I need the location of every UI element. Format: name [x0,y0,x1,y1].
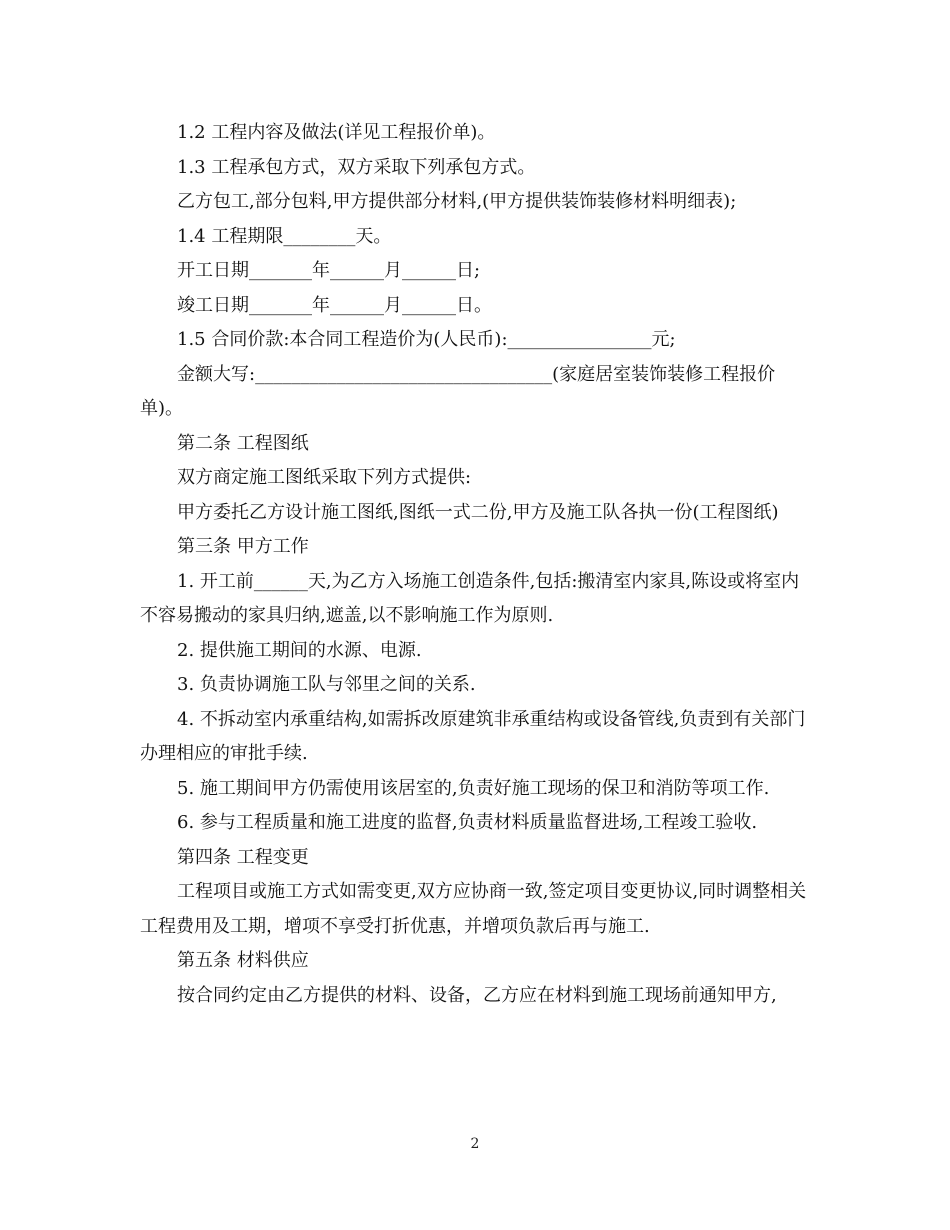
page-number: 2 [470,1136,480,1152]
paragraph-1-3: 1.3 工程承包方式，双方采取下列承包方式。 [177,156,536,178]
paragraph-drawings-detail: 甲方委托乙方设计施工图纸,图纸一式二份,甲方及施工队各执一份(工程图纸) [177,501,779,523]
paragraph-completion-date: 竣工日期_______年______月______日。 [177,294,492,316]
paragraph-1-4: 1.4 工程期限________天。 [177,225,392,247]
section-heading-3: 第三条 甲方工作 [177,536,309,557]
paragraph-amount-words: 金额大写:_________________________________(家庭居室装饰装修工程报价单)。 [140,363,776,419]
paragraph-party-a-2: 2. 提供施工期间的水源、电源. [177,639,422,661]
paragraph-party-a-3: 3. 负责协调施工队与邻里之间的关系. [177,674,476,695]
paragraph-material-supply: 按合同约定由乙方提供的材料、设备，乙方应在材料到施工现场前通知甲方, [177,984,777,1006]
paragraph-party-a-6: 6. 参与工程质量和施工进度的监督,负责材料质量监督进场,工程竣工验收. [177,812,758,833]
paragraph-party-a-1: 1. 开工前______天,为乙方入场施工创造条件,包括:搬清室内家具,陈设或将室内不容易搬动的家具归纳,遮盖,以不影响施工作为原则. [140,570,800,626]
section-heading-2: 第二条 工程图纸 [177,432,309,454]
paragraph-start-date: 开工日期_______年______月______日; [177,260,481,281]
paragraph-party-a-5: 5. 施工期间甲方仍需使用该居室的,负责好施工现场的保卫和消防等项工作. [177,777,770,799]
section-heading-5: 第五条 材料供应 [177,950,309,971]
paragraph-contract-mode: 乙方包工,部分包料,甲方提供部分材料,(甲方提供装饰装修材料明细表); [177,191,737,212]
document-body [140,116,810,1013]
section-heading-4: 第四条 工程变更 [177,846,309,868]
paragraph-drawings-intro: 双方商定施工图纸采取下列方式提供: [177,467,472,488]
paragraph-1-5: 1.5 合同价款:本合同工程造价为(人民币):________________元; [177,329,676,350]
paragraph-change: 工程项目或施工方式如需变更,双方应协商一致,签定项目变更协议,同时调整相关工程费用及工期，增项不享受打折优惠，并增项负款后再与施工. [140,881,807,937]
paragraph-party-a-4: 4. 不拆动室内承重结构,如需拆改原建筑非承重结构或设备管线,负责到有关部门办理相应的审批手续. [140,708,806,764]
paragraph-1-2: 1.2 工程内容及做法(详见工程报价单)。 [177,122,496,143]
